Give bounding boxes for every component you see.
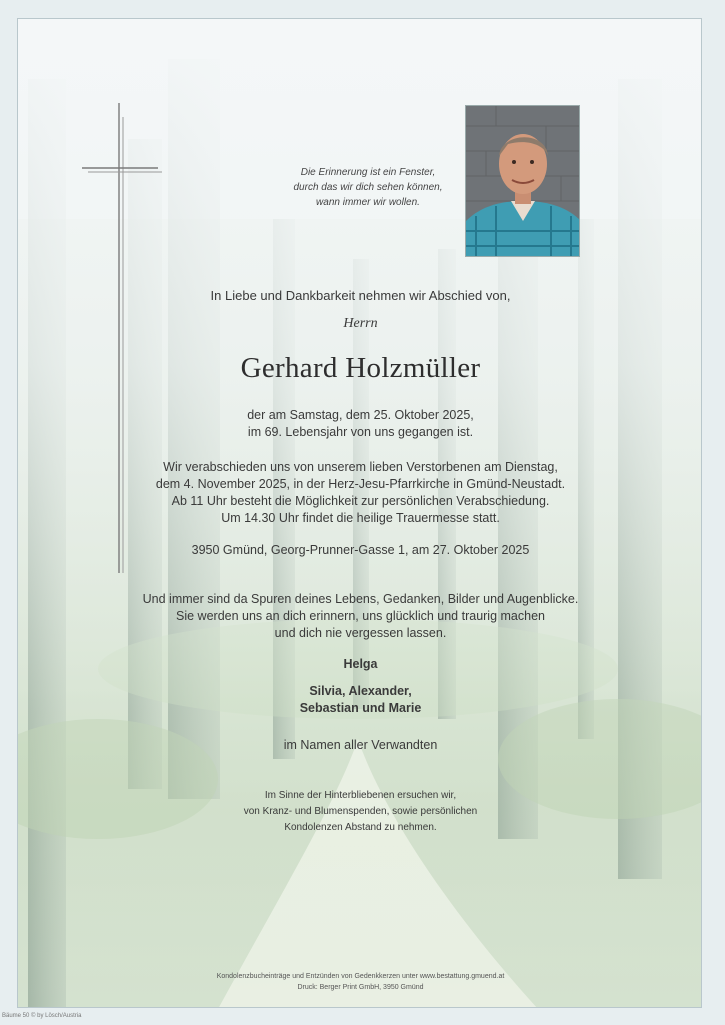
death-notice-line: im 69. Lebensjahr von uns gegangen ist. bbox=[247, 425, 474, 439]
quote-line: Die Erinnerung ist ein Fenster, bbox=[300, 167, 436, 178]
imprint: Bäume 50 © by Lösch/Austria bbox=[2, 1013, 82, 1019]
memorial-quote bbox=[273, 165, 463, 210]
poem-line: Und immer sind da Spuren deines Lebens, Gedanken, Bilder und Augenblicke. bbox=[142, 592, 579, 606]
mourner-children-line: Sebastian und Marie bbox=[299, 701, 422, 715]
intro-text: In Liebe und Dankbarkeit nehmen wir Abschied von, bbox=[210, 288, 511, 303]
poem-line: Sie werden uns an dich erinnern, uns glücklich und traurig machen bbox=[176, 609, 545, 623]
ceremony-details bbox=[18, 459, 702, 527]
poem bbox=[18, 591, 702, 642]
mourner-spouse: Helga bbox=[343, 657, 378, 671]
mourner-children bbox=[18, 683, 702, 717]
request-line: von Kranz- und Blumenspenden, sowie persönlichen bbox=[243, 806, 478, 817]
salutation: Herrn bbox=[343, 316, 378, 331]
obituary-card bbox=[17, 18, 702, 1008]
deceased-name: Gerhard Holzmüller bbox=[240, 352, 481, 384]
ceremony-line: Ab 11 Uhr besteht die Möglichkeit zur persönlichen Verabschiedung. bbox=[171, 494, 550, 508]
quote-line: wann immer wir wollen. bbox=[316, 197, 420, 208]
request-line: Kondolenzen Abstand zu nehmen. bbox=[284, 822, 437, 833]
death-notice bbox=[18, 407, 702, 441]
footer-line: Kondolenzbucheinträge und Entzünden von Gedenkkerzen unter www.bestattung.gmuend.at bbox=[216, 973, 505, 980]
relatives-text: im Namen aller Verwandten bbox=[283, 738, 438, 752]
footer bbox=[18, 971, 702, 993]
request-line: Im Sinne der Hinterbliebenen ersuchen wir, bbox=[264, 790, 457, 801]
death-notice-line: der am Samstag, dem 25. Oktober 2025, bbox=[247, 408, 474, 422]
quote-line: durch das wir dich sehen können, bbox=[293, 182, 443, 193]
ceremony-line: dem 4. November 2025, in der Herz-Jesu-Pfarrkirche in Gmünd-Neustadt. bbox=[155, 477, 566, 491]
mourner-children-line: Silvia, Alexander, bbox=[309, 684, 412, 698]
portrait-image bbox=[466, 106, 580, 257]
place-date: 3950 Gmünd, Georg-Prunner-Gasse 1, am 27. Oktober 2025 bbox=[191, 543, 530, 557]
donation-request bbox=[18, 788, 702, 836]
footer-line: Druck: Berger Print GmbH, 3950 Gmünd bbox=[297, 984, 424, 991]
poem-line: und dich nie vergessen lassen. bbox=[274, 626, 447, 640]
ceremony-line: Um 14.30 Uhr findet die heilige Trauermesse statt. bbox=[221, 511, 500, 525]
ceremony-line: Wir verabschieden uns von unserem lieben Verstorbenen am Dienstag, bbox=[163, 460, 558, 474]
portrait-photo bbox=[465, 105, 580, 257]
